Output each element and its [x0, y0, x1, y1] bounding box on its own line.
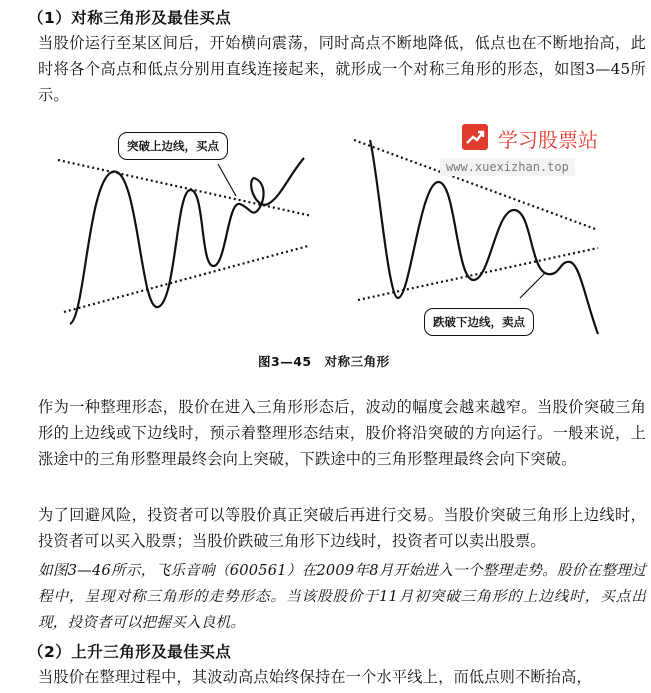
trend-arrow-icon [462, 124, 488, 150]
callout-break-upper-buy: 突破上边线，买点 [118, 132, 228, 160]
paragraph-ascending [6, 664, 646, 690]
paragraph-consolidation-text: 作为一种整理形态，股价在进入三角形形态后，波动的幅度会越来越窄。当股价突破三角形的上边线或下边线时，预示着整理形态结束，股价将沿突破的方向运行。一般来说，上涨途中的三角形整理最终会向上突破，下跌途中的三角形整理最终会向下突破。 [38, 398, 646, 468]
section-heading-ascending-triangle: （2）上升三角形及最佳买点 [28, 643, 232, 661]
paragraph-consolidation [6, 394, 646, 472]
left-callout-pointer [218, 164, 236, 196]
left-price-curve [70, 158, 304, 324]
callout-break-lower-sell: 跌破下边线，卖点 [424, 308, 534, 336]
paragraph-intro-text: 当股价运行至某区间后，开始横向震荡，同时高点不断地降低，低点也在不断地抬高，此时将各个高点和低点分别用直线连接起来，就形成一个对称三角形的形态，如图3—45所示。 [38, 34, 646, 104]
figure-caption: 图3—45 对称三角形 [258, 354, 390, 369]
paragraph-risk [6, 502, 646, 554]
right-callout-pointer [520, 272, 546, 298]
figure-symmetric-triangle [0, 112, 651, 382]
paragraph-intro [6, 30, 646, 108]
left-lower-trendline [64, 246, 308, 312]
trend-arrow-icon-svg [462, 124, 488, 150]
paragraph-example-text: 如图3—46所示，飞乐音响（600561）在2009年8月开始进入一个整理走势。股价在整理过程中，呈现对称三角形的走势形态。当该股股价于11月初突破三角形的上边线时，买点出现，投资者可以把握买入良机。 [38, 562, 646, 631]
paragraph-ascending-text: 当股价在整理过程中，其波动高点始终保持在一个水平线上，而低点则不断抬高， [38, 668, 592, 686]
watermark-site-name: 学习股票站 [498, 128, 598, 152]
right-upper-trendline [354, 140, 598, 230]
paragraph-example [6, 558, 646, 636]
paragraph-risk-text: 为了回避风险，投资者可以等股价真正突破后再进行交易。当股价突破三角形上边线时，投资者可以买入股票；当股价跌破三角形下边线时，投资者可以卖出股票。 [38, 506, 646, 550]
watermark-url: www.xuexizhan.top [440, 158, 575, 176]
section-heading-symmetric-triangle: （1）对称三角形及最佳买点 [28, 9, 232, 27]
